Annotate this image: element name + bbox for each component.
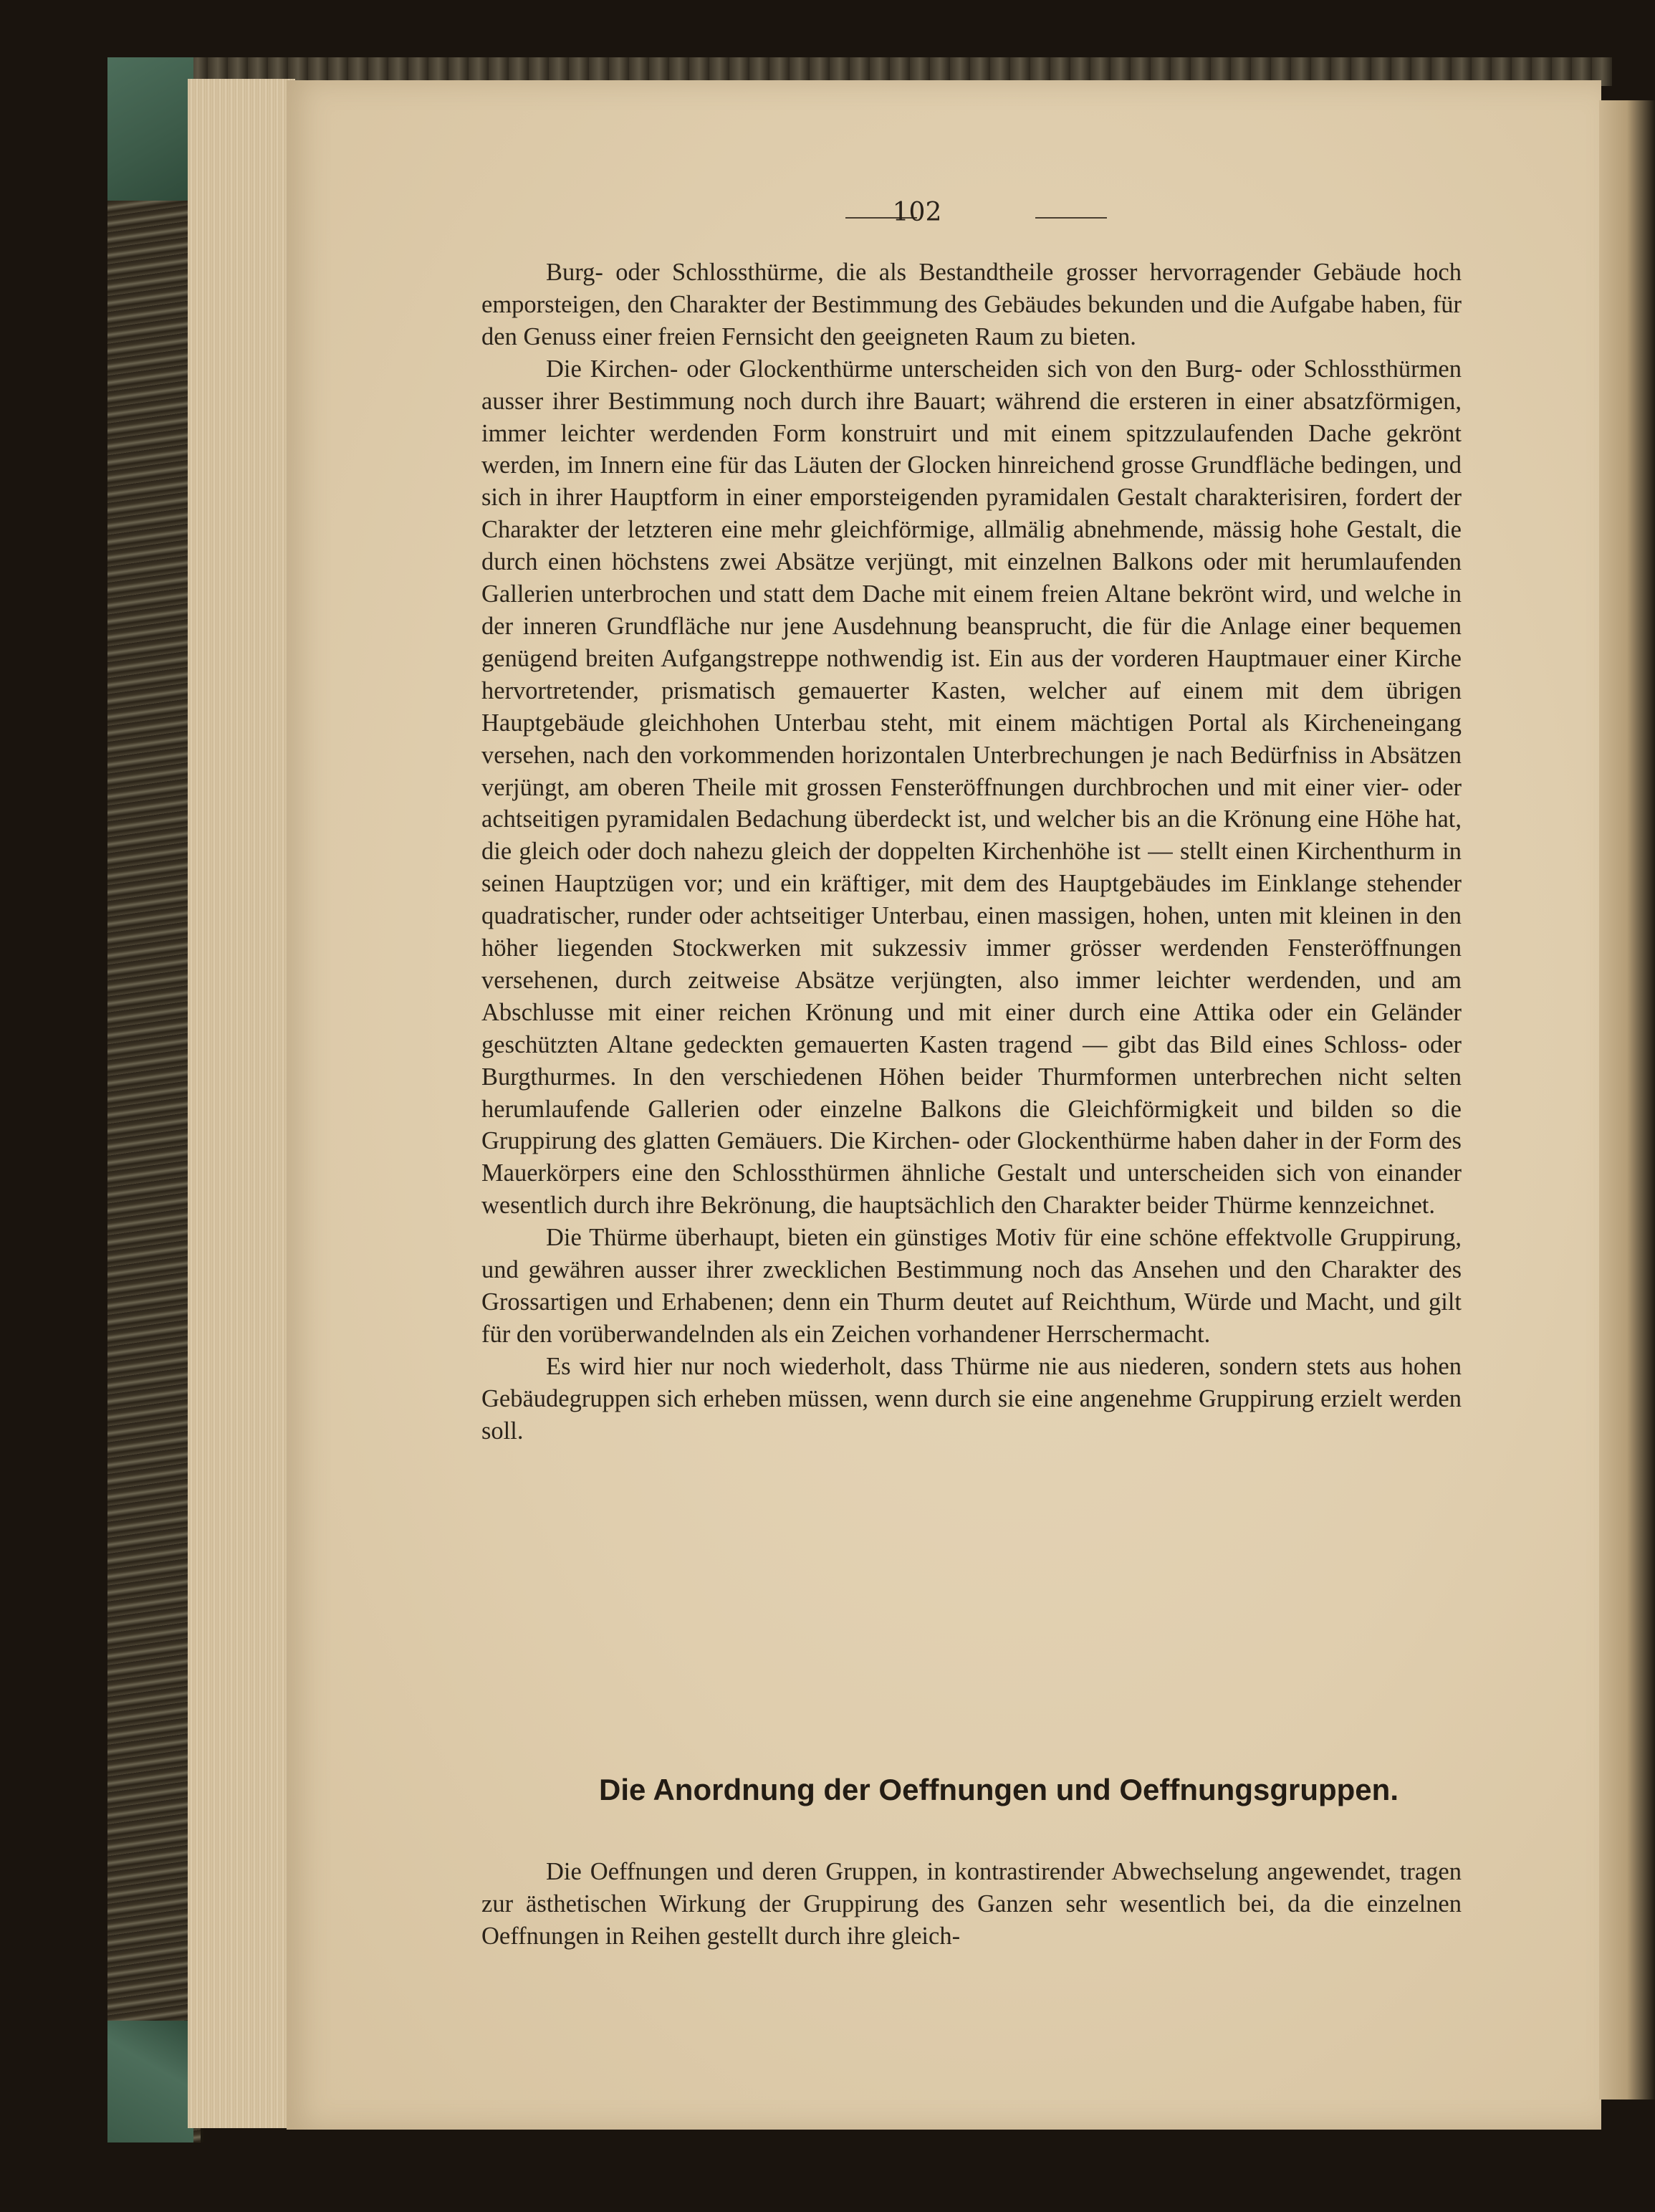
facing-page-edge <box>1599 100 1655 2100</box>
paragraph: Burg- oder Schlossthürme, die als Bestandtheile grosser hervorragender Gebäude hoch emporsteigen, den Charakter der Bestimmung des Gebäudes bekunden und die Aufgabe haben, für den Genuss einer freien Fernsicht den geeigneten Raum zu bieten. <box>481 259 1462 350</box>
section-body-text <box>481 1856 1462 1953</box>
paragraph: Es wird hier nur noch wiederholt, dass Thürme nie aus niederen, sondern stets aus hohen Gebäudegruppen sich erheben müssen, wenn durch sie eine angenehme Gruppirung erzielt werden soll. <box>481 1352 1462 1445</box>
paragraph: Die Oeffnungen und deren Gruppen, in kontrastirender Abwechselung angewendet, tragen zur ästhetischen Wirkung der Gruppirung des Ganzen sehr wesentlich bei, da die einzelnen Oeffnungen in Reihen gestellt durch ihre gleich- <box>481 1858 1462 1950</box>
cover-corner-bottom <box>107 2021 193 2142</box>
page-edges <box>188 79 295 2128</box>
cover-corner-top <box>107 57 193 201</box>
body-text <box>481 257 1462 1447</box>
paragraph: Die Kirchen- oder Glockenthürme unterscheiden sich von den Burg- oder Schlossthürmen ausser ihrer Bestimmung noch durch ihre Bauart; während die ersteren in einer absatzförmigen, immer leichter werdenden Form konstruirt und mit einem spitzzulaufenden Dache gekrönt werden, im Innern eine für das Läuten der Glocken hinreichend grosse Grundfläche bedingen, und sich in ihrer Hauptform in einer emporsteigenden pyramidalen Gestalt charakterisiren, fordert der Charakter der letzteren eine mehr gleichförmige, allmälig abnehmende, mässig hohe Gestalt, die durch einen höchstens zwei Absätze verjüngt, mit einzelnen Balkons oder mit herumlaufenden Gallerien unterbrochen und statt dem Dache mit einem freien Altane bekrönt wird, und welche in der inneren Grundfläche nur jene Ausdehnung beansprucht, die für die Anlage einer bequemen genügend breiten Aufgangstreppe nothwendig ist. Ein aus der vorderen Hauptmauer einer Kirche hervortretender, prismatisch gemauerter Kasten, welcher auf einem mit dem übrigen Hauptgebäude gleichhohen Unterbau steht, mit einem mächtigen Portal als Kircheneingang versehen, nach den vorkommenden horizontalen Unterbrechungen je nach Bedürfniss in Absätzen verjüngt, am oberen Theile mit grossen Fensteröffnungen durchbrochen und mit einer vier- oder achtseitigen pyramidalen Bedachung überdeckt ist, und welcher bis an die Krönung eine Höhe hat, die gleich oder doch nahezu gleich der doppelten Kirchenhöhe ist — stellt einen Kirchenthurm in seinen Hauptzügen vor; und ein kräftiger, mit dem des Hauptgebäudes im Einklange stehender quadratischer, runder oder achtseitiger Unterbau, einen massigen, hohen, unten mit kleinen in den höher liegenden Stockwerken mit sukzessiv immer grösser werdenden Fensteröffnungen versehenen, durch zeitweise Absätze verjüngten, also immer leichter werdenden, und am Abschlusse mit einer reichen Krönung und mit einer durch eine Attika oder ein Geländer geschützten Altane gedeckten gemauerten Kasten tragend — gibt das Bild eines Schloss- oder Burgthurmes. In den verschiedenen Höhen beider Thurmformen unterbrechen nicht selten herumlaufende Gallerien oder einzelne Balkons die Gleichförmigkeit und bilden so die Gruppirung des glatten Gemäuers. Die Kirchen- oder Glockenthürme haben daher in der Form des Mauerkörpers eine den Schlossthürmen ähnliche Gestalt und unterscheiden sich von einander wesentlich durch ihre Bekrönung, die hauptsächlich den Charakter beider Thürme kennzeichnet. <box>481 355 1462 1220</box>
page-number: 102 <box>892 198 942 227</box>
page-number-rule-right <box>1035 217 1107 219</box>
section-heading: Die Anordnung der Oeffnungen und Oeffnungsgruppen. <box>599 1773 1399 1806</box>
paragraph: Die Thürme überhaupt, bieten ein günstiges Motiv für eine schöne effektvolle Gruppirung, und gewähren ausser ihrer zwecklichen Bestimmung noch das Ansehen und den Charakter des Grossartigen und Erhabenen; denn ein Thurm deutet auf Reichthum, Würde und Macht, und gilt für den vorüberwandelnden als ein Zeichen vorhandener Herrschermacht. <box>481 1224 1462 1348</box>
